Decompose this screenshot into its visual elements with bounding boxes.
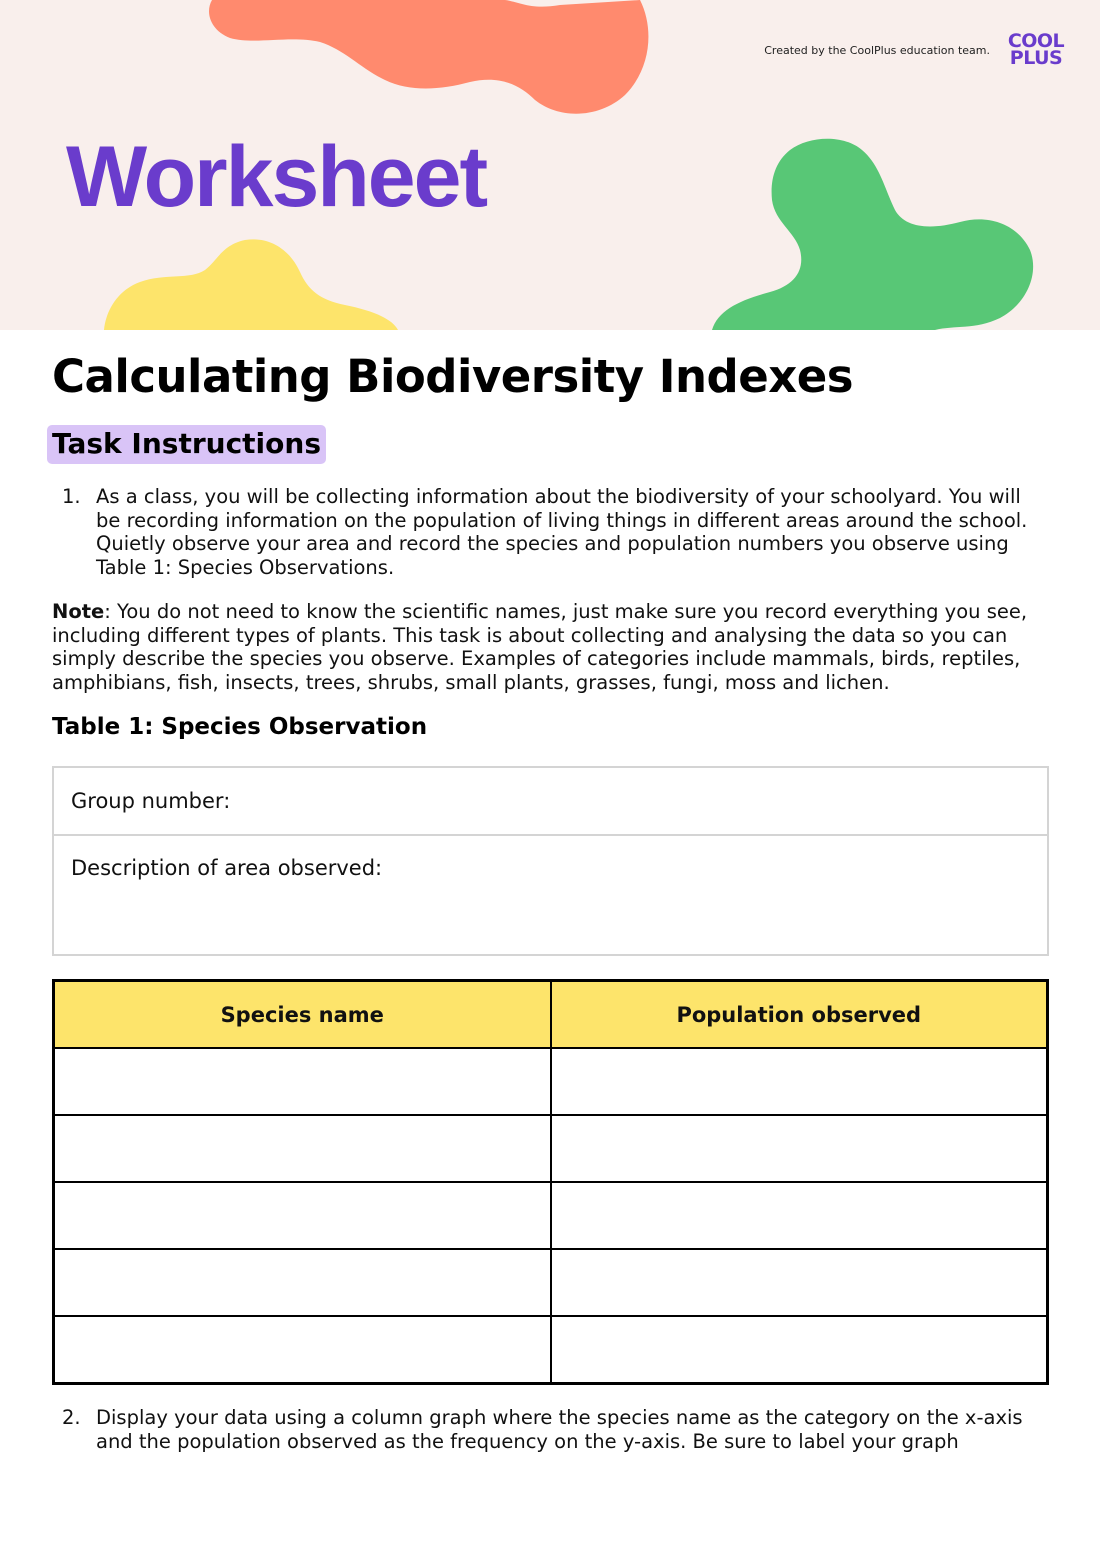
step-text: Display your data using a column graph where the species name as the category on the x-axis and the population observed as the frequency on the y-axis. Be sure to label your graph (96, 1406, 1023, 1453)
species-name-cell[interactable] (54, 1182, 551, 1249)
note-label: Note (52, 600, 105, 623)
species-name-cell[interactable] (54, 1115, 551, 1182)
instruction-step-2 (62, 1406, 1052, 1456)
step-text: As a class, you will be collecting information about the biodiversity of your schoolyard. You will be recording information on the population of living things in different areas around the school. Quietly observe your area and record the species and population numbers you observe using Table 1: Species Observations. (96, 485, 1028, 579)
species-name-cell[interactable] (54, 1249, 551, 1316)
table-row (54, 1182, 1048, 1249)
yellow-blob (104, 239, 398, 330)
table-row (54, 1249, 1048, 1316)
species-name-cell[interactable] (54, 1316, 551, 1384)
instruction-step-1 (62, 485, 1052, 581)
table-row (54, 1048, 1048, 1115)
credit-text: Created by the CoolPlus education team. (764, 44, 990, 57)
table-title: Table 1: Species Observation (52, 714, 428, 740)
logo-line-cool: COOL (1007, 30, 1065, 52)
area-description-label: Description of area observed: (71, 856, 383, 880)
worksheet-banner-title: Worksheet (66, 129, 487, 225)
green-blob (712, 139, 1033, 330)
group-number-row[interactable] (54, 768, 1047, 836)
coral-blob (209, 0, 648, 114)
note-text: : You do not need to know the scientific names, just make sure you record everything you see, including different types of plants. This task is about collecting and analysing the data so you can simply describe the species you observe. Examples of categories include mammals, birds, reptiles, amphibians, fish, insects, trees, shrubs, small plants, grasses, fungi, moss and lichen. (52, 600, 1028, 694)
table-row (54, 1115, 1048, 1182)
group-number-label: Group number: (71, 789, 231, 813)
species-name-header: Species name (54, 981, 551, 1049)
header-banner (0, 0, 1100, 330)
task-instructions-heading: Task Instructions (47, 425, 326, 464)
table-row (54, 1316, 1048, 1384)
population-cell[interactable] (551, 1249, 1048, 1316)
coolplus-logo (1004, 30, 1068, 69)
population-cell[interactable] (551, 1048, 1048, 1115)
population-cell[interactable] (551, 1316, 1048, 1384)
group-info-box (52, 766, 1049, 956)
table-header-row (54, 981, 1048, 1049)
step-number: 1. (62, 485, 81, 508)
species-observation-table (52, 979, 1049, 1385)
species-name-cell[interactable] (54, 1048, 551, 1115)
page-title: Calculating Biodiversity Indexes (52, 350, 854, 403)
note-paragraph (52, 600, 1052, 694)
population-cell[interactable] (551, 1182, 1048, 1249)
logo-line-plus: PLUS (1009, 47, 1063, 69)
step-number: 2. (62, 1406, 81, 1429)
population-observed-header: Population observed (551, 981, 1048, 1049)
population-cell[interactable] (551, 1115, 1048, 1182)
